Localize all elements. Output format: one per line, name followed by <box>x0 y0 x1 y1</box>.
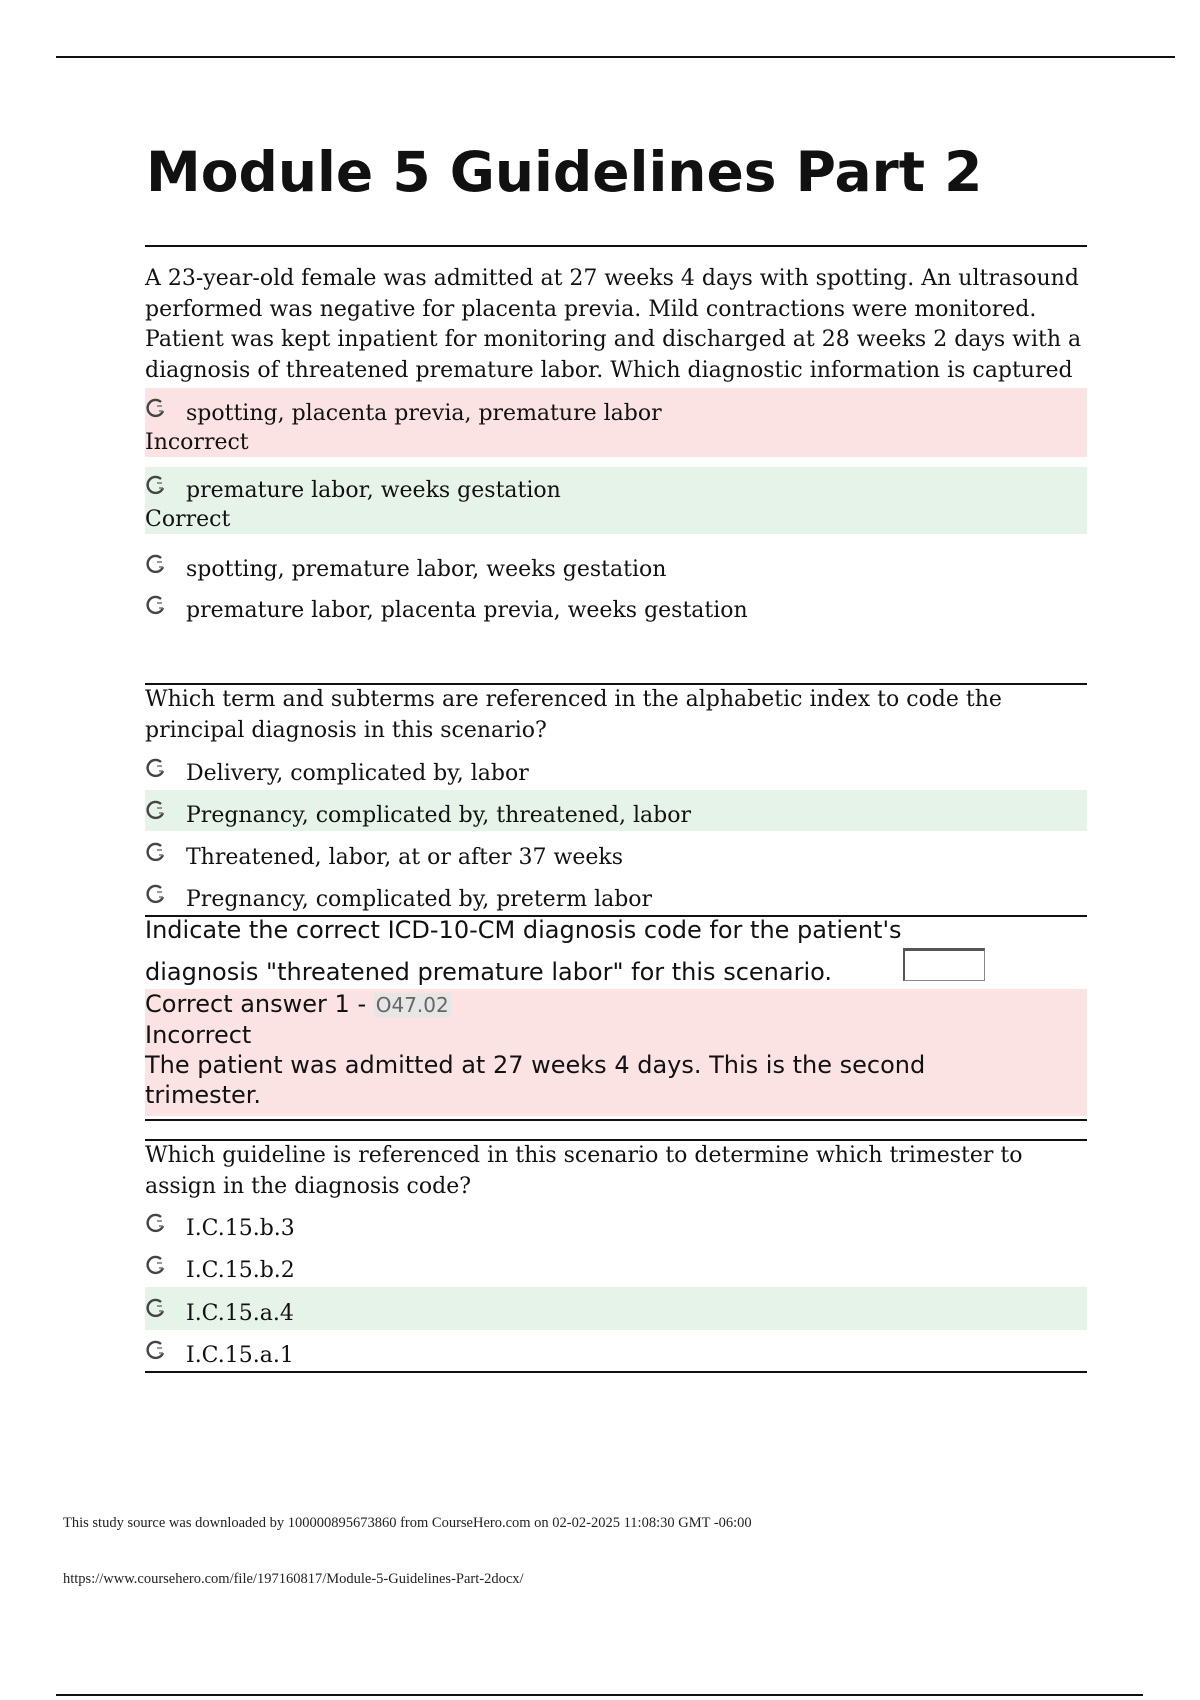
q1-option-4[interactable] <box>145 594 748 624</box>
radio-icon[interactable] <box>145 1339 167 1361</box>
question-2-text: Which term and subterms are referenced in the alphabetic index to code the principal diagnosis in this scenario? <box>145 687 1002 743</box>
option-label: Threatened, labor, at or after 37 weeks <box>186 845 623 870</box>
question-1-text: A 23-year-old female was admitted at 27 weeks 4 days with spotting. An ultrasound performed was negative for placenta previa. Mild contractions were monitored. Patient was kept inpatient for monitoring and discharged at 28 weeks 2 days with a diagnosis of threatened premature labor. Which diagnostic information is captured <box>145 266 1082 383</box>
option-label: Pregnancy, complicated by, threatened, labor <box>186 803 692 828</box>
page-title: Module 5 Guidelines Part 2 <box>146 140 983 204</box>
option-label: spotting, premature labor, weeks gestation <box>186 557 667 582</box>
correct-answer-code: O47.02 <box>375 993 449 1017</box>
status-incorrect: Incorrect <box>145 430 249 455</box>
bottom-rule <box>56 1694 1143 1696</box>
radio-icon[interactable] <box>145 883 167 905</box>
radio-icon[interactable] <box>145 757 167 779</box>
title-rule <box>145 245 1087 247</box>
download-notice: This study source was downloaded by 100000895673860 from CourseHero.com on 02-02-2025 11:08:30 GMT -06:00 <box>63 1515 752 1531</box>
option-label: I.C.15.b.2 <box>186 1258 295 1283</box>
option-label: premature labor, weeks gestation <box>186 478 561 503</box>
status-incorrect: Incorrect <box>145 1021 252 1049</box>
feedback-text: The patient was admitted at 27 weeks 4 days. This is the second trimester. <box>145 1051 926 1109</box>
option-label: I.C.15.b.3 <box>186 1216 295 1241</box>
q2-option-1[interactable] <box>145 757 529 787</box>
option-label: I.C.15.a.4 <box>186 1301 294 1326</box>
option-label: premature labor, placenta previa, weeks gestation <box>186 598 748 623</box>
divider <box>145 1371 1087 1373</box>
q4-option-4[interactable] <box>145 1339 294 1369</box>
radio-icon[interactable] <box>145 799 167 821</box>
option-label: Pregnancy, complicated by, preterm labor <box>186 887 653 912</box>
radio-icon[interactable] <box>145 1297 167 1319</box>
correct-answer-label: Correct answer 1 - <box>145 990 374 1018</box>
radio-icon[interactable] <box>145 553 167 575</box>
q1-option-3[interactable] <box>145 553 666 583</box>
option-label: I.C.15.a.1 <box>186 1343 294 1368</box>
divider <box>145 1119 1087 1121</box>
status-correct: Correct <box>145 507 231 532</box>
q2-option-4[interactable] <box>145 883 652 913</box>
q4-option-3[interactable] <box>145 1297 294 1327</box>
q2-option-3[interactable] <box>145 841 623 871</box>
q1-option-2[interactable] <box>145 474 561 504</box>
radio-icon[interactable] <box>145 397 167 419</box>
question-4-text: Which guideline is referenced in this scenario to determine which trimester to assign in the diagnosis code? <box>145 1143 1023 1199</box>
radio-icon[interactable] <box>145 1254 167 1276</box>
question-3-text-line-2: diagnosis "threatened premature labor" for this scenario. <box>145 958 832 986</box>
top-rule <box>56 56 1175 58</box>
radio-icon[interactable] <box>145 594 167 616</box>
answer-input[interactable] <box>903 948 985 981</box>
question-3-text-line-1: Indicate the correct ICD-10-CM diagnosis code for the patient's <box>145 916 902 944</box>
q4-option-2[interactable] <box>145 1254 295 1284</box>
q1-option-1[interactable] <box>145 397 662 427</box>
radio-icon[interactable] <box>145 1212 167 1234</box>
q4-option-1[interactable] <box>145 1212 295 1242</box>
correct-answer-line <box>145 989 1045 1020</box>
radio-icon[interactable] <box>145 841 167 863</box>
source-url[interactable]: https://www.coursehero.com/file/197160817/Module-5-Guidelines-Part-2docx/ <box>63 1571 524 1587</box>
q2-option-2[interactable] <box>145 799 691 829</box>
feedback-panel <box>145 989 1087 1116</box>
radio-icon[interactable] <box>145 474 167 496</box>
option-label: Delivery, complicated by, labor <box>186 761 529 786</box>
option-label: spotting, placenta previa, premature labor <box>186 401 662 426</box>
